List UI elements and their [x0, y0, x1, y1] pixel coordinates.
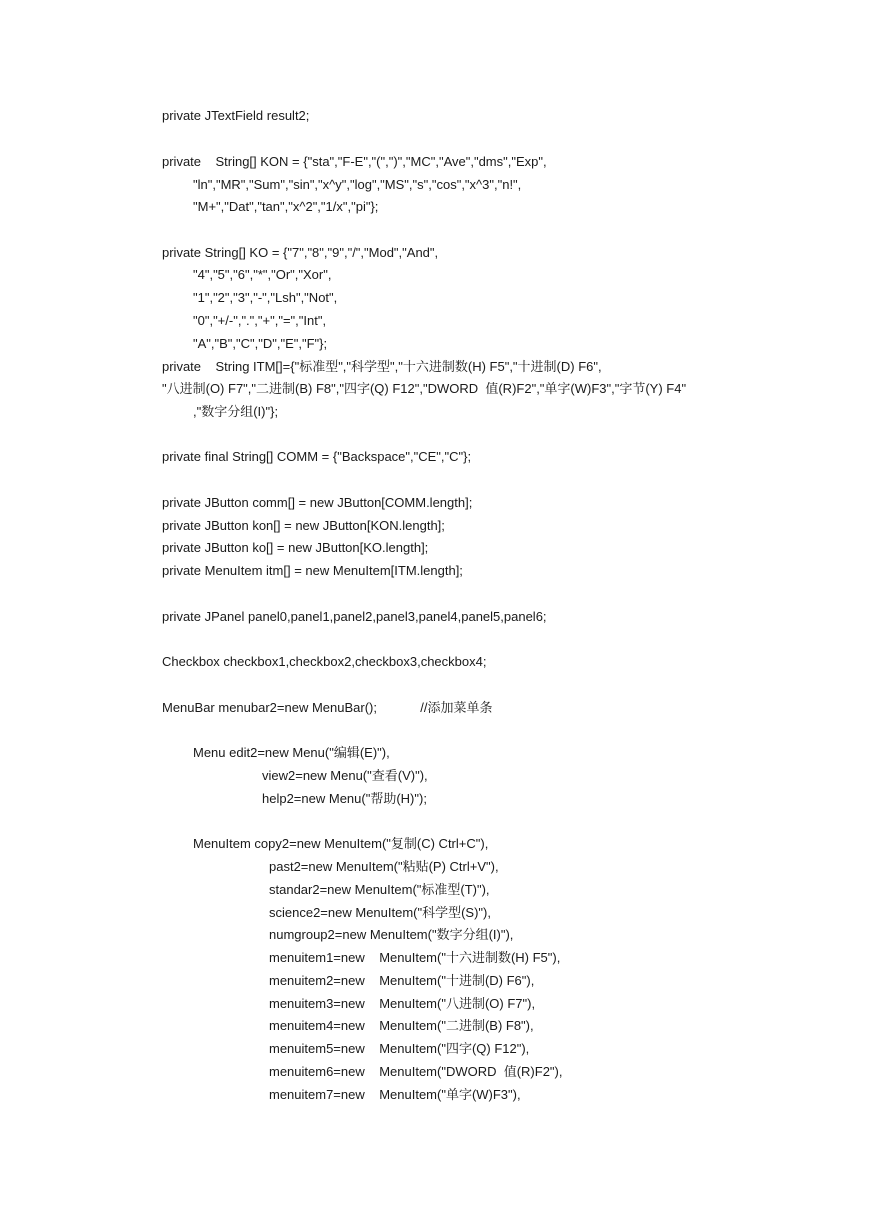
- code-line: private JButton kon[] = new JButton[KON.length];: [162, 518, 445, 533]
- code-line: private JButton comm[] = new JButton[COMM.length];: [162, 495, 473, 510]
- code-line: standar2=new MenuItem("标准型(T)"),: [269, 882, 490, 897]
- code-line: private String[] KON = {"sta","F-E","(",")","MC","Ave","dms","Exp",: [162, 154, 547, 169]
- code-line: Checkbox checkbox1,checkbox2,checkbox3,checkbox4;: [162, 654, 487, 669]
- code-line: ,"数字分组(I)"};: [193, 404, 279, 419]
- code-line: private JButton ko[] = new JButton[KO.length];: [162, 540, 429, 555]
- code-line: menuitem4=new MenuItem("二进制(B) F8"),: [269, 1018, 534, 1033]
- code-line: Menu edit2=new Menu("编辑(E)"),: [193, 745, 390, 760]
- code-line: "ln","MR","Sum","sin","x^y","log","MS","s","cos","x^3","n!",: [193, 177, 522, 192]
- code-line: menuitem7=new MenuItem("单字(W)F3"),: [269, 1087, 521, 1102]
- code-line: numgroup2=new MenuItem("数字分组(I)"),: [269, 927, 514, 942]
- code-line: "八进制(O) F7","二进制(B) F8","四字(Q) F12","DWORD 值(R)F2","单字(W)F3","字节(Y) F4": [162, 381, 687, 396]
- code-line: MenuItem copy2=new MenuItem("复制(C) Ctrl+C"),: [193, 836, 489, 851]
- code-line: science2=new MenuItem("科学型(S)"),: [269, 905, 491, 920]
- code-line: private MenuItem itm[] = new MenuItem[ITM.length];: [162, 563, 463, 578]
- code-line: private JPanel panel0,panel1,panel2,panel3,panel4,panel5,panel6;: [162, 609, 547, 624]
- code-line: private String[] KO = {"7","8","9","/","Mod","And",: [162, 245, 439, 260]
- code-line: past2=new MenuItem("粘贴(P) Ctrl+V"),: [269, 859, 499, 874]
- code-line: "1","2","3","-","Lsh","Not",: [193, 290, 338, 305]
- code-line: private String ITM[]={"标准型","科学型","十六进制数(H) F5","十进制(D) F6",: [162, 359, 602, 374]
- code-line: "M+","Dat","tan","x^2","1/x","pi"};: [193, 199, 379, 214]
- code-line: view2=new Menu("查看(V)"),: [262, 768, 428, 783]
- code-line: MenuBar menubar2=new MenuBar(); //添加菜单条: [162, 700, 493, 715]
- code-line: menuitem3=new MenuItem("八进制(O) F7"),: [269, 996, 536, 1011]
- code-line: menuitem6=new MenuItem("DWORD 值(R)F2"),: [269, 1064, 563, 1079]
- code-line: "4","5","6","*","Or","Xor",: [193, 267, 332, 282]
- code-line: "A","B","C","D","E","F"};: [193, 336, 328, 351]
- code-line: menuitem1=new MenuItem("十六进制数(H) F5"),: [269, 950, 561, 965]
- code-line: private final String[] COMM = {"Backspace","CE","C"};: [162, 449, 472, 464]
- code-line: private JTextField result2;: [162, 108, 310, 123]
- code-line: "0","+/-",".","+","=","Int",: [193, 313, 327, 328]
- code-line: menuitem5=new MenuItem("四字(Q) F12"),: [269, 1041, 530, 1056]
- code-line: help2=new Menu("帮助(H)");: [262, 791, 427, 806]
- code-line: menuitem2=new MenuItem("十进制(D) F6"),: [269, 973, 535, 988]
